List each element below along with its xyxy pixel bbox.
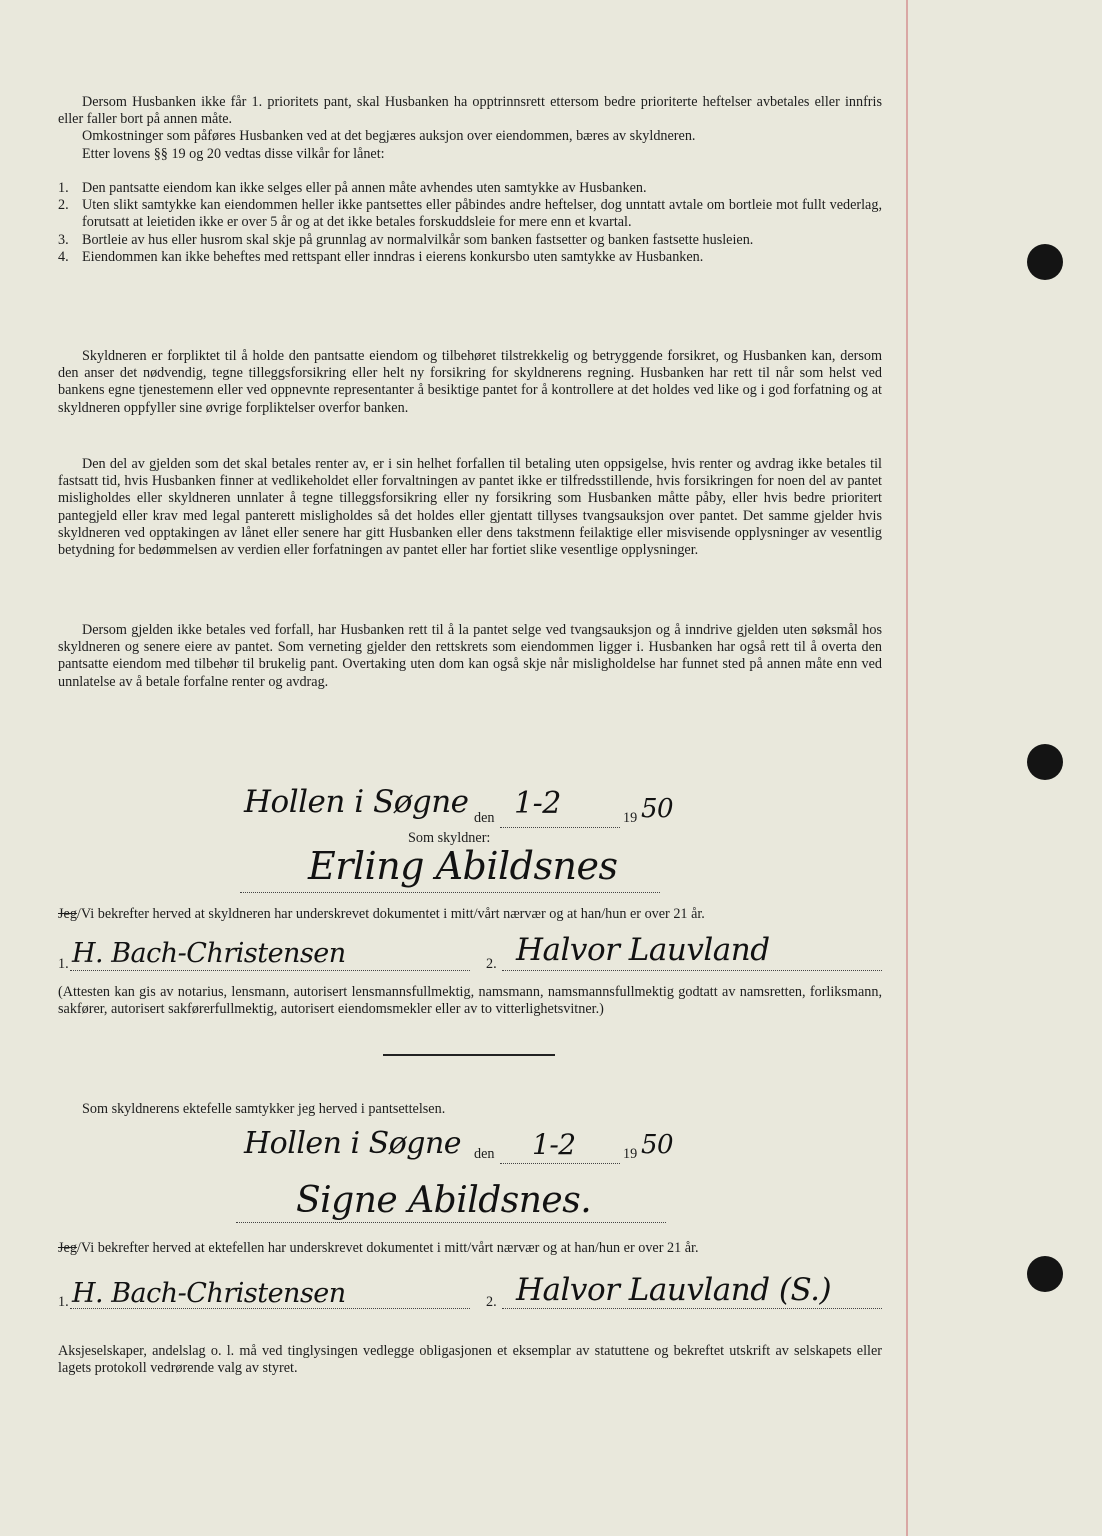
condition-number: 2.: [58, 197, 69, 214]
terms-text: [58, 94, 882, 163]
punch-hole: [1027, 244, 1063, 280]
paragraph-insurance: Skyldneren er forpliktet til å holde den pantsatte eiendom og tilbehøret tilstrekkelig og betryggende forsikret, og Husbanken kan, dersom den anser det nødvendig, tegne tilleggsforsikring eller helt ny forsikring for skyldnerens regning. Husbanken har rett til når som helst ved bankens egne tjenestemenn eller ved oppnevnte representanter å besiktige pantet for å kontrollere at det holdes ved like og i god forfatning og at skyldneren oppfyller sine øvrige forpliktelser overfor banken.: [58, 348, 882, 416]
witness-number: 1.: [58, 956, 69, 972]
date-dotted-line: [500, 827, 620, 828]
signature-line: [236, 1222, 666, 1223]
punch-hole: [1027, 1256, 1063, 1292]
spouse-date: 1-2: [532, 1128, 576, 1161]
year-suffix: 50: [641, 794, 674, 824]
condition-text: Bortleie av hus eller husrom skal skje på grunnlag av normalvilkår som banken fastsetter og banken fastsette husleien.: [82, 231, 754, 248]
witness-signature: Halvor Lauvland: [516, 932, 770, 968]
section-divider: [383, 1054, 555, 1056]
witness-line: [70, 970, 470, 971]
condition-item: [58, 197, 882, 231]
enforcement-text: [58, 622, 882, 691]
paragraph-enforcement: Dersom gjelden ikke betales ved forfall, har Husbanken rett til å la pantet selge ved tvangsauksjon og å inndrive gjelden uten søksmål hos skyldneren og senere eiere av pantet. Som verneting gjelder den rettskrets som eiendommen ligger i. Husbanken har også rett til å overta den pantsatte eiendom med tilbehør til brukelig pant. Overtaking uten dom kan også skje når misligholdelse har funnet sted på annen måte enn ved unnlatelse av å betale forfalne renter og avdrag.: [58, 622, 882, 690]
footer-note-text: Aksjeselskaper, andelslag o. l. må ved tinglysingen vedlegge obligasjonen et eksemplar av statuttene og bekreftet utskrift av selskapets eller lagets protokoll vedrørende valg av styret.: [58, 1343, 882, 1377]
default-text: [58, 456, 882, 559]
spouse-place: Hollen i Søgne: [244, 1126, 462, 1161]
witness-statement: [58, 1240, 699, 1257]
signature-place: Hollen i Søgne: [244, 784, 469, 820]
condition-item: [58, 180, 882, 197]
condition-text: Eiendommen kan ikke beheftes med rettspant eller inndras i eierens konkursbo uten samtykke av Husbanken.: [82, 248, 704, 265]
witness-number: 1.: [58, 1294, 69, 1310]
margin-line: [906, 0, 908, 1536]
debtor-signature: Erling Abildsnes: [308, 844, 618, 888]
paragraph-costs: Omkostninger som påføres Husbanken ved at det begjæres auksjon over eiendommen, bæres av skyldneren.: [82, 128, 696, 145]
condition-item: [58, 232, 882, 249]
signer-role: Som skyldner:: [408, 830, 491, 846]
witness-line: [502, 970, 882, 971]
condition-item: [58, 249, 882, 266]
condition-number: 1.: [58, 180, 69, 196]
witness-number: 2.: [486, 956, 497, 972]
attest-note-text: (Attesten kan gis av notarius, lensmann, autorisert lensmannsfullmektig, namsmann, namsmannsfullmektig godtatt av namsretten, forliksmann, sakfører, autorisert sakførerfullmektig, autorisert eiendomsmekler eller av to vitterlighetsvitner.): [58, 984, 882, 1018]
witness-statement-text: /Vi bekrefter herved at ektefellen har underskrevet dokumentet i mitt/vårt nærvær og at han/hun er over 21 år.: [76, 1240, 699, 1256]
year-prefix: 19: [623, 810, 638, 826]
paragraph-conditions-intro: Etter lovens §§ 19 og 20 vedtas disse vilkår for lånet:: [82, 145, 385, 162]
witness-line: [502, 1308, 882, 1309]
witness-line: [70, 1308, 470, 1309]
struck-word: Jeg: [58, 906, 77, 922]
condition-number: 4.: [58, 248, 69, 265]
witness-number: 2.: [486, 1294, 497, 1310]
signature-date: 1-2: [514, 786, 561, 821]
condition-text: Uten slikt samtykke kan eiendommen heller ikke pantsettes eller påbindes andre heftelser, dog unntatt avtale om bortleie mot fullt vederlag, forutsatt at leietiden ikke er over 5 år og at det ikke betales forskuddsleie for mere enn et kvartal.: [82, 197, 882, 231]
punch-hole: [1027, 744, 1063, 780]
attest-note: [58, 984, 882, 1018]
witness-statement: [58, 906, 705, 923]
footer-note: [58, 1343, 882, 1377]
spouse-consent: Som skyldnerens ektefelle samtykker jeg herved i pantsettelsen.: [82, 1101, 446, 1117]
paragraph-priority: Dersom Husbanken ikke får 1. prioritets pant, skal Husbanken ha opptrinnsrett ettersom bedre prioriterte heftelser avbetales eller innfris eller faller bort på annen måte.: [58, 94, 882, 128]
witness-signature: H. Bach-Christensen: [72, 1278, 346, 1309]
conditions-list: [58, 180, 882, 266]
witness-signature: H. Bach-Christensen: [72, 938, 346, 969]
witness-signature: Halvor Lauvland (S.): [516, 1272, 832, 1308]
condition-number: 3.: [58, 231, 69, 248]
date-dotted-line: [500, 1163, 620, 1164]
struck-word: Jeg: [58, 1240, 77, 1256]
paragraph-default: Den del av gjelden som det skal betales renter av, er i sin helhet forfallen til betaling uten oppsigelse, hvis renter og avdrag ikke betales til fastsatt tid, hvis Husbanken finner at vedlikeholdet eller forvaltningen av pantet ikke er tilfredsstillende, hvis forsikringen for noen del av pantet misligholdes eller skyldneren unnlater å tegne tilleggsforsikring eller ny forsikring som Husbanken måtte påby, eller hvis bedre prioritert pantegjeld eller krav med legal panterett misligholdes så det holdes eller gjentatt tillyses tvangsauksjon over pantet. Det samme gjelder hvis skyldneren ved opptakingen av lånet eller senere har gitt Husbanken eller dens takstmenn feilaktige eller misvisende opplysninger av vesentlig betydning for bedømmelsen av verdien eller forfatningen av pantet eller har fortiet slike vesentlige opplysninger.: [58, 456, 882, 559]
date-den-label: den: [474, 1146, 495, 1162]
condition-text: Den pantsatte eiendom kan ikke selges eller på annen måte avhendes uten samtykke av Husbanken.: [82, 180, 647, 196]
signature-line: [240, 892, 660, 893]
date-den-label: den: [474, 810, 495, 826]
witness-statement-text: /Vi bekrefter herved at skyldneren har underskrevet dokumentet i mitt/vårt nærvær og at han/hun er over 21 år.: [76, 906, 705, 922]
year-prefix: 19: [623, 1146, 638, 1162]
year-suffix: 50: [641, 1130, 674, 1160]
spouse-signature: Signe Abildsnes.: [296, 1180, 592, 1221]
insurance-text: [58, 348, 882, 417]
